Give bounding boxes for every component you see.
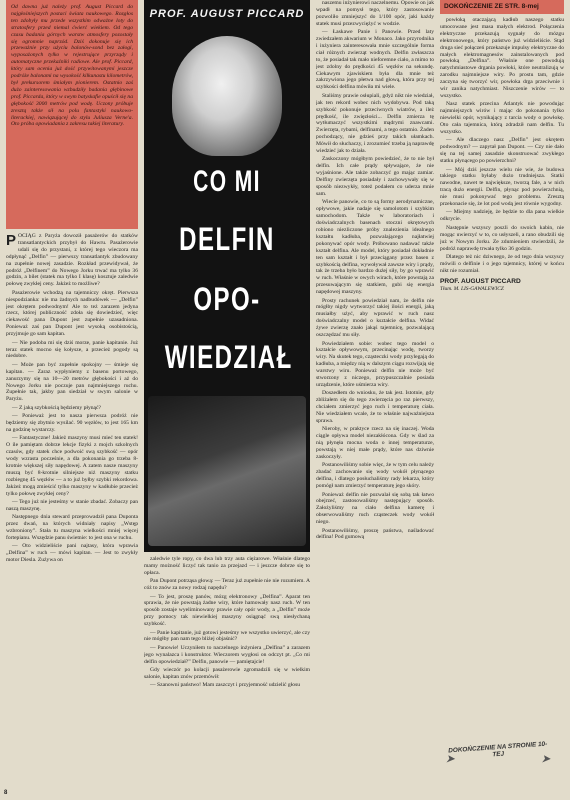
- paragraph: Doszedłem do wniosku, że tak jest. Istotnie, gdy zbliżałem się do tego zwierzęcia po raz pierwszy, chciałem zmierzyć jego ruch i temperaturę ciała. Nie wiedziałem wcale, że to właśnie najważniejsza sprawa.: [316, 390, 434, 424]
- arrow-left-icon: ➤: [446, 754, 455, 765]
- paragraph: Następnie wszyscy poszli do swoich kabin, nie mogąc uwierzyć w to, co usłyszeli, a rano obudzili się już w Nowym Jorku. Ze zdumieniem stwierdzili, że podróż naprawdę trwała tylko 36 godzin.: [440, 224, 564, 252]
- paragraph: Staliśmy prawie osłupiali, gdyż nikt nie wiedział, jak ten rekord wobec nich wydobywa. Pod taką szybkość pokonuje przeciwnych wiatrów, a ileż prędkość, ile zwięzłości... Delfin zmierza tę wytłumaczyć wszystkimi mądrymi znawcami. Zwierzęta, rybami, delfinami, a tego ostatnio. Żaden pochodzący, nie gdzieś przy takich ułamkach. Mówił do słuchaczy, i zrozumieć trzeba ją naprawdę wiedzieć jak to działa.: [316, 92, 434, 155]
- paragraph: — Mój dziś jeszcze wielu nie wie, że budowa takiego statku byłaby dużo trudniejsza. Statki nawodne, nawet te największe, tworzą fale, a w nich tracą dużo energii. Delfin, płynąc pod powierzchnią, nie musi pokonywać tego problemu. Zresztą przekonacie się, że lot pod wodą jest równie wygodny.: [440, 166, 564, 208]
- drop-cap: P: [6, 232, 17, 249]
- paragraph: — Panowie! Uczyniłem to naczelnego inżyniera „Delfina” a zarazem jego wynalazca i konstruktor. Wieczorem wygłosi on odczyt pt. „Co mi delfin opowiedział?” Delfin, panowie — pamiętajcie!: [144, 644, 310, 665]
- author-name-top: PROF. AUGUST PICCARD: [149, 8, 305, 20]
- column-2-body: [144, 556, 310, 796]
- paragraph: — Miejmy nadzieję, że będzie to dla pana wielkie odkrycie.: [440, 209, 564, 223]
- paragraph: — Fantastyczne! Jakież maszyny musi mieć ten statek! O ile pamiętam dobrze lekcje fizyki z mojch szkolnych czasów, gdy statek chce podwoić swą szybkość — opór wody wzrasta pocześnie, a dla pokonania go trzeba 8-krotnie większej siły napędowej. A zatem nasze maszyny muszą być 8-krotnie silniejsze niż maszyny statku rozbiegnę 45 węzłów — a to już byłby szybki rekordowa. Jakżeż mogą zmieścić tylko maszyny w kadłubie przecież tylko połowę zwykłej ceny?: [6, 435, 138, 497]
- paragraph: — Może pan być zupełnie spokojny — śmieje się kapitan. — Zaraz wypłyniemy z basenu portowego, zanurzymy się na 10—20 metrów głębokości i aż do Nowego Jorku nie poczuje pan najmniejszego ruchu. Zupełnie tak, jakby pan siedział w swym salonie w Paryżu.: [6, 361, 138, 403]
- paragraph: zaledwie tyle ropy, co dwa lub trzy auta ciężarowe. Właśnie dlatego mamy możność liczyć tak tanio za przejazd — i jeszcze dobrze się to opłaca.: [144, 556, 310, 576]
- column-3: [316, 0, 434, 800]
- paragraph: — Panie kapitanie, już gotowi jesteśmy we wszystko uwierzyć, ale czy nie mógłby pan nam tego bliżej objaśnić?: [144, 629, 310, 643]
- arrow-right-icon: ➤: [541, 754, 550, 765]
- headline-line-1: CO MI: [193, 165, 261, 198]
- paragraph: Postanowiliśmy, proszę państwa, naśladować delfina! Pod gumową: [316, 527, 434, 541]
- paragraph: Nasz statek przecina Atlantyk nie powodując najmniejszych wirów i mając do pokonania tylko niewielki opór, wynikający z tarcia wody o powłokę. Oto cała tajemnica, którą zdradził nam delfin. Tu wszystko.: [440, 101, 564, 135]
- paragraph: naszemu inżynierowi naczelnemu. Opowie on jak wpadł na pomysł tego, który zastosowanie pozwoliło zmniejszyć do 1/100 opór, jaki każdy statek musi przezwyciężyć w wodzie.: [316, 0, 434, 27]
- paragraph: — To jest, proszę panów, mózg elektronowy „Delfina”. Aparat ten sprawia, że nie powstają żadne wiry, które hamowały nasz ruch. W ten sposób zostaje wyeliminowany prawie cały opór wody, a „Delfin” może przy pomocy tak niewielkiej maszyny osiągnąć swą niesłychaną szybkość.: [144, 593, 310, 628]
- author-signature: PROF. AUGUST PICCARD: [440, 277, 521, 285]
- page-number: 8: [4, 790, 8, 796]
- paragraph: powłoką otaczającą kadłub naszego statku umocowane jest masa małych elektrod. Połączenia elektryczne przekazują sygnały do mózgu elektronowego, który państwo już widzieliście. Stąd druga sieć połączeń przekazuje impulsy elektryczne do małych elektromagnesów zainstalowanych pod powłoką „Delfina”. Właśnie one powodują natychmiastowe drgania powłoki, które neutralizują w zarodku najmniejsze wiry. Po prostu tam, gdzie zaczyna się tworzyć wir, powłoka drga przeciwnie i wir zanika natychmiast. Niszczenie wirów — to wszystko.: [440, 17, 564, 99]
- paragraph: Ponieważ delfin nie pozwalał się sobą tak łatwo obejrzeć, zastosowaliśmy następujący sposób. Założyliśmy na ciało delfina kamerę i obserwowaliśmy ruch cząsteczek wody wokół niego.: [316, 491, 434, 526]
- column-1-body: [6, 233, 138, 564]
- headline-line-4: WIEDZIAŁ: [164, 339, 293, 375]
- paragraph: — Łaskawe Panie i Panowie. Przed laty zwiedzałem akwarium w Monaco. Jako przyrodnika i inżyniera zainteresowała mnie szczególnie forma ciał różnych zwierząt wodnych. Delfin zwłaszcza to, że posiadał tak mało nieforemne ciało, a mimo to jest zdolny do prędkości 45 węzłów na sekundę. Ciekawym zjawiskiem była dla mnie też zakrzywiona jego płetwa nad głową, która przy tej szybkości delfina mówiła mi wiele.: [316, 29, 434, 91]
- paragraph: Pasażerowie wchodzą na tajemniczy okręt. Pierwsza niespodzianka: nie ma żadnych nadbudówek — „Delfin” jest okrętem podwodnym! Ale to też zarazem jedyna rzecz, której publiczność zdoła się dowiedzieć, więc ciekawość pana Dupont jest zupełnie uzasadniona. Ponieważ zaś pan Dupont jest wysoką osobistością, przyjmuje go sam kapitan.: [6, 289, 138, 338]
- paragraph: — Szanowni państwo! Mam zaszczyt i przyjemność udzielić głosu: [150, 682, 301, 689]
- paragraph: Nieroby, w praktyce rzecz na się inaczej. Woda ciągle opływa model niezakłócona. Gdy w ślad za nią płynęła mocna woda o innej temperaturze, powstają w niej małe prądy, które nas dziwnie zaskoczyły.: [316, 426, 434, 460]
- continuation-badge-text: DOKOŃCZENIE NA STRONIE 10-TEJ: [448, 740, 548, 759]
- paragraph: Zaskoczony mógłbym powiedzieć, że to nie był delfin. Ich całe prądy spływające, że nie wyjaśnione. Ale także zobaczyć go mając zamiar. Delfiny zwierzęta posiadały i zachowywały się w sposób niezwykły, toteż podałem co uderza mnie sam.: [316, 156, 434, 197]
- headline-line-2: DELFIN: [179, 221, 275, 257]
- author-portrait: [172, 36, 282, 156]
- title-panel: [144, 0, 310, 552]
- continuation-badge: [446, 740, 550, 784]
- translator-credit: Tłum. M. LIS-GAWALEWICZ: [440, 285, 504, 292]
- continuation-header: DOKOŃCZENIE ZE STR. 8-mej: [440, 0, 564, 14]
- paragraph: — Z jaką szybkością będziemy płynąć?: [12, 404, 102, 411]
- paragraph: — Ale dlaczego nasz „Delfin” jest okrętem podwodnym? — zapytał pan Dupont. — Czy nie dało się na tej samej zasadzie skonstruować zwykłego statku płynącego po powierzchni?: [440, 137, 564, 165]
- paragraph: Wiecie panowie, co to są formy aerodynamiczne, opływowe, jakie nadaje się samolotom i szybkim samochodom. Także w laboratoriach i doświadczalnych basenach stoczni okrętowych robiono niezliczone próby znalezienia idealnego kształtu kadłuba, pozwalającego najłatwiej pokonywać opór wody. Próbowano nadawać także kształt delfina. Ale model, który posiadał dokładnie ten sam kształt i był przeciągany przez basen z szybkością delfina, wywoływał zawsze wiry i prądy, tak że trzeba było bardzo dużej siły, by go wprawić w ruch. Właśnie w owych wirach, które powstają za przesuwającym się statkiem, gubi się energia napędowej maszyny.: [316, 199, 434, 296]
- paragraph: OCIĄG z Paryża dowoził pasażerów do statków transatlantyckich przybył do Hawru. Pasażerowie udali się do przystani, z której tego wieczora ma odpłynąć „Delfin” — pierwszy transatlantyk zbudowany na zupełnie nowej zasadzie. Rozkład przewidywał, że podróż „Delfinem” do Nowego Jorku trwać ma tylko 36 godzin, a bilet (statek ma tylko I klasę) kosztuje zaledwie połowę zwykłej ceny. Jakżeż to możliwe?: [6, 233, 138, 288]
- paragraph: — Ponieważ jest to nasza pierwsza podróż nie będziemy się zbytnio wysilać. 90 węzłów, to jest 165 km na godzinę wystarczy.: [6, 413, 138, 433]
- paragraph: — Nie podoba mi się dziś morze, panie kapitanie. Już teraz statek mocno się kołysze, a przecież pogody są niedobre.: [6, 339, 138, 360]
- paragraph: Powiedziałem sobie: wobec tego model o kształcie opływowym, przecinając wodę, tworzy wiry. Na skutek tego, cząsteczki wody przylegają do kadłuba, a między nią w dalszym ciągu rozwijają się warstwy wiru. Ponieważ delfin nie może być stworzony z niczego, przypuszczalnie posiada urządzenie, które uśmierza wiry.: [316, 340, 434, 388]
- paragraph: Prosty rachunek powiedział nam, że delfin nie mógłby nigdy wytworzyć takiej ilości energii, jaką musiałby użyć, aby wprawić w ruch nasz doświadczalny model o kształcie delfina. Widać żywe zwierzę znało jakąś tajemnicę, pozwalającą oszczędzać mu siły.: [316, 297, 434, 339]
- column-4: [440, 0, 564, 800]
- paragraph: Postanowiliśmy sobie więc, że w tym celu należy zbadać zachowanie się wody wokół płynącego delfina, i dlatego posłuchaliśmy rady lekarza, który pomógł nam zmierzyć temperaturę jego skóry.: [316, 462, 434, 490]
- intro-text: Od dawna już należy prof. August Piccard do najgłośniejszych postaci świata naukowego. Rozgłos ten zdobyły mu przede wszystkim odważne loty do stratosfery przed niemal ćwierć wiekiem. Od tego czasu badania górnych warstw atmosfery pozostały się ogromnie naprzód. Dziś dokonuje się ich przeważnie przy użyciu balonów-sond bez załogi, wyposażonych tylko w rejestrujące przyrządy i automatyczne przekaźniki radiowe. Ale prof. Piccard, który sam ocenia już dość przywitowanymi jeszcze podróże balonami na wysokość kilkunastu kilometrów, był prekursorem śmiałym pionierem. Ostatnio zaś dużo zainteresowania wzbudziły badania głębinowe prof. Piccarda, który w swym batyskafie opuścił się na głębokość 3000 metrów pod wodę. Uczony próbuje zresztą także sił na polu fantastyki naukowo-literackiej, nawiązującej do stylu Juliusza Verne'a. Oto próba opowiadania z zakresu takiej literatury.: [11, 4, 134, 128]
- paragraph: Dlatego też nic dziwnego, że od tego dnia wszyscy mówili o delfinie i o jego tajemnicy, której w końcu nikt nie rozumiał.: [440, 253, 564, 274]
- paragraph: Gdy wieczór po kolacji pasażerowie zgromadzili się w wielkim salonie, kapitan znów przemówił:: [144, 667, 310, 680]
- paragraph: — Tego już nie jesteśmy w stanie zbadać. Zobaczy pan naszą maszynę.: [6, 499, 138, 512]
- paragraph: Następnego dnia steward przeprowadził pana Duponta przez dwań, na których widniały napisy „Wstęp wzbroniony”. Stała tu maszyna wielkości mniej więcej fortepianu. Wszędzie panu świetnie: to jest ona w ruchu.: [6, 514, 138, 542]
- paragraph: Pan Dupont potrząsa głową: — Teraz już zupełnie nie nie rozumiem. A cóż to znów za nowy rodzaj napędu?: [144, 578, 310, 592]
- intro-box: [6, 0, 138, 229]
- headline-line-3: OPO-: [193, 281, 261, 317]
- dolphin-illustration: [148, 396, 306, 546]
- column-1: [6, 0, 138, 800]
- paragraph: — Oto widzieliście pani najtasy, która wprawia „Delfina” w ruch — mówi kapitan. — Jest to zwykły motor Diesla. Zużywa on: [6, 543, 138, 564]
